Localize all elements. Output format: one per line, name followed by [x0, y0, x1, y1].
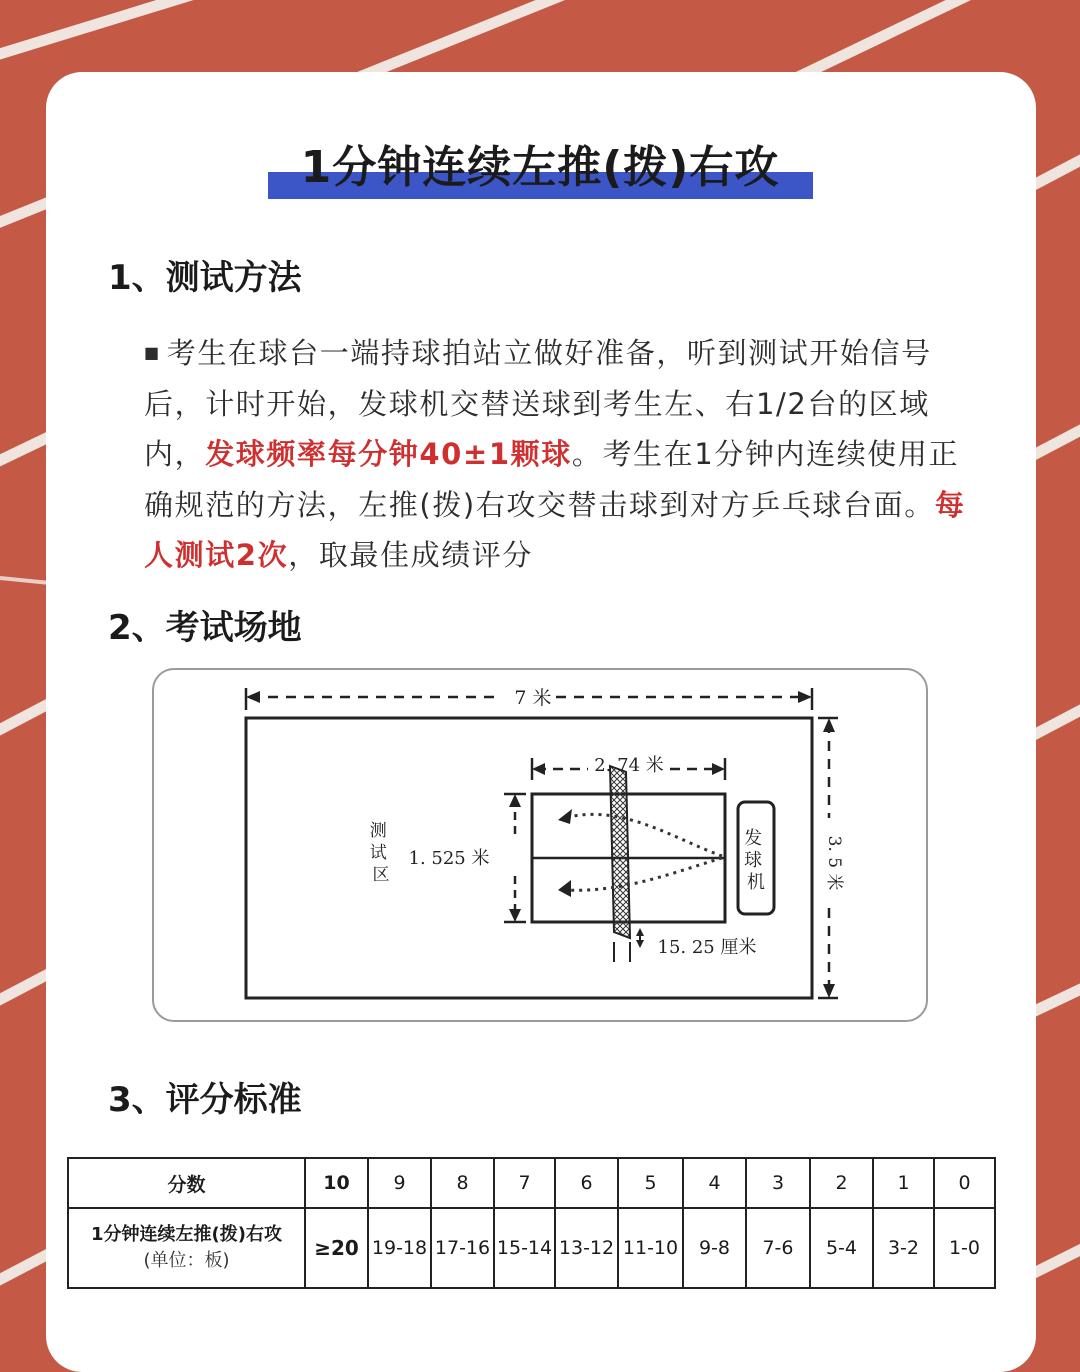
count-row	[68, 1208, 995, 1288]
machine-char-3: 机	[747, 872, 765, 893]
count-cell: 13-12	[555, 1208, 618, 1288]
test-zone-char-3: 区	[372, 865, 390, 885]
test-zone-label	[370, 821, 392, 885]
paragraph-text-3: ，取最佳成绩评分	[288, 538, 533, 572]
count-cell: 1-0	[934, 1208, 995, 1288]
score-cell: 6	[555, 1158, 618, 1208]
count-cell: 19-18	[368, 1208, 431, 1288]
test-zone-char-1: 测	[369, 821, 387, 841]
section-heading-venue: 2、考试场地	[108, 608, 302, 648]
height-label: 3. 5 米	[824, 835, 844, 891]
count-cell: 15-14	[494, 1208, 555, 1288]
width-label: 7 米	[514, 687, 552, 709]
score-cell: 0	[934, 1158, 995, 1208]
scoring-table	[67, 1157, 996, 1289]
score-cell: 10	[305, 1158, 368, 1208]
count-cell: 9-8	[683, 1208, 746, 1288]
page-title: 1分钟连续左推(拨)右攻	[300, 142, 780, 193]
highlight-attempts: 每人测试2次	[144, 487, 966, 572]
score-cell: 5	[618, 1158, 683, 1208]
paragraph-text-2: 。考生在1分钟内连续使用正确规范的方法，左推(拨)右攻交替击球到对方乒乓球台面。	[144, 437, 960, 522]
section-heading-test-method: 1、测试方法	[108, 258, 302, 298]
highlight-serve-frequency: 发球频率每分钟40±1颗球	[205, 437, 572, 471]
net	[610, 766, 630, 938]
count-cell: 3-2	[873, 1208, 934, 1288]
bullet-square-icon: ■	[144, 343, 161, 362]
count-row-label-title: 1分钟连续左推(拨)右攻	[91, 1224, 282, 1245]
count-row-label-unit: (单位：板)	[143, 1250, 230, 1271]
machine-char-2: 球	[744, 850, 763, 871]
test-zone-char-2: 试	[369, 843, 387, 863]
score-cell: 4	[683, 1158, 746, 1208]
count-row-label	[68, 1208, 305, 1288]
score-row-label: 分数	[68, 1158, 305, 1208]
table-length-label: 2. 74 米	[594, 755, 664, 776]
table-width-label: 1. 525 米	[408, 848, 490, 869]
count-cell: ≥20	[305, 1208, 368, 1288]
count-cell: 11-10	[618, 1208, 683, 1288]
table-width-dimension	[504, 794, 526, 922]
score-row	[68, 1158, 995, 1208]
venue-diagram	[152, 668, 928, 1022]
section-heading-scoring: 3、评分标准	[108, 1080, 302, 1120]
serving-machine-label	[744, 828, 768, 893]
score-cell: 9	[368, 1158, 431, 1208]
machine-char-1: 发	[744, 828, 763, 849]
count-cell: 7-6	[746, 1208, 810, 1288]
test-method-paragraph	[144, 328, 974, 581]
paragraph-text-1: 考生在球台一端持球拍站立做好准备，听到测试开始信号后，计时开始，发球机交替送球到考生左、右1/2台的区域内，	[144, 336, 932, 471]
score-cell: 2	[810, 1158, 873, 1208]
score-cell: 8	[431, 1158, 494, 1208]
net-height-label: 15. 25 厘米	[657, 937, 757, 958]
score-cell: 3	[746, 1158, 810, 1208]
count-cell: 5-4	[810, 1208, 873, 1288]
score-cell: 1	[873, 1158, 934, 1208]
count-cell: 17-16	[431, 1208, 494, 1288]
score-cell: 7	[494, 1158, 555, 1208]
page-title-block	[0, 142, 1080, 202]
